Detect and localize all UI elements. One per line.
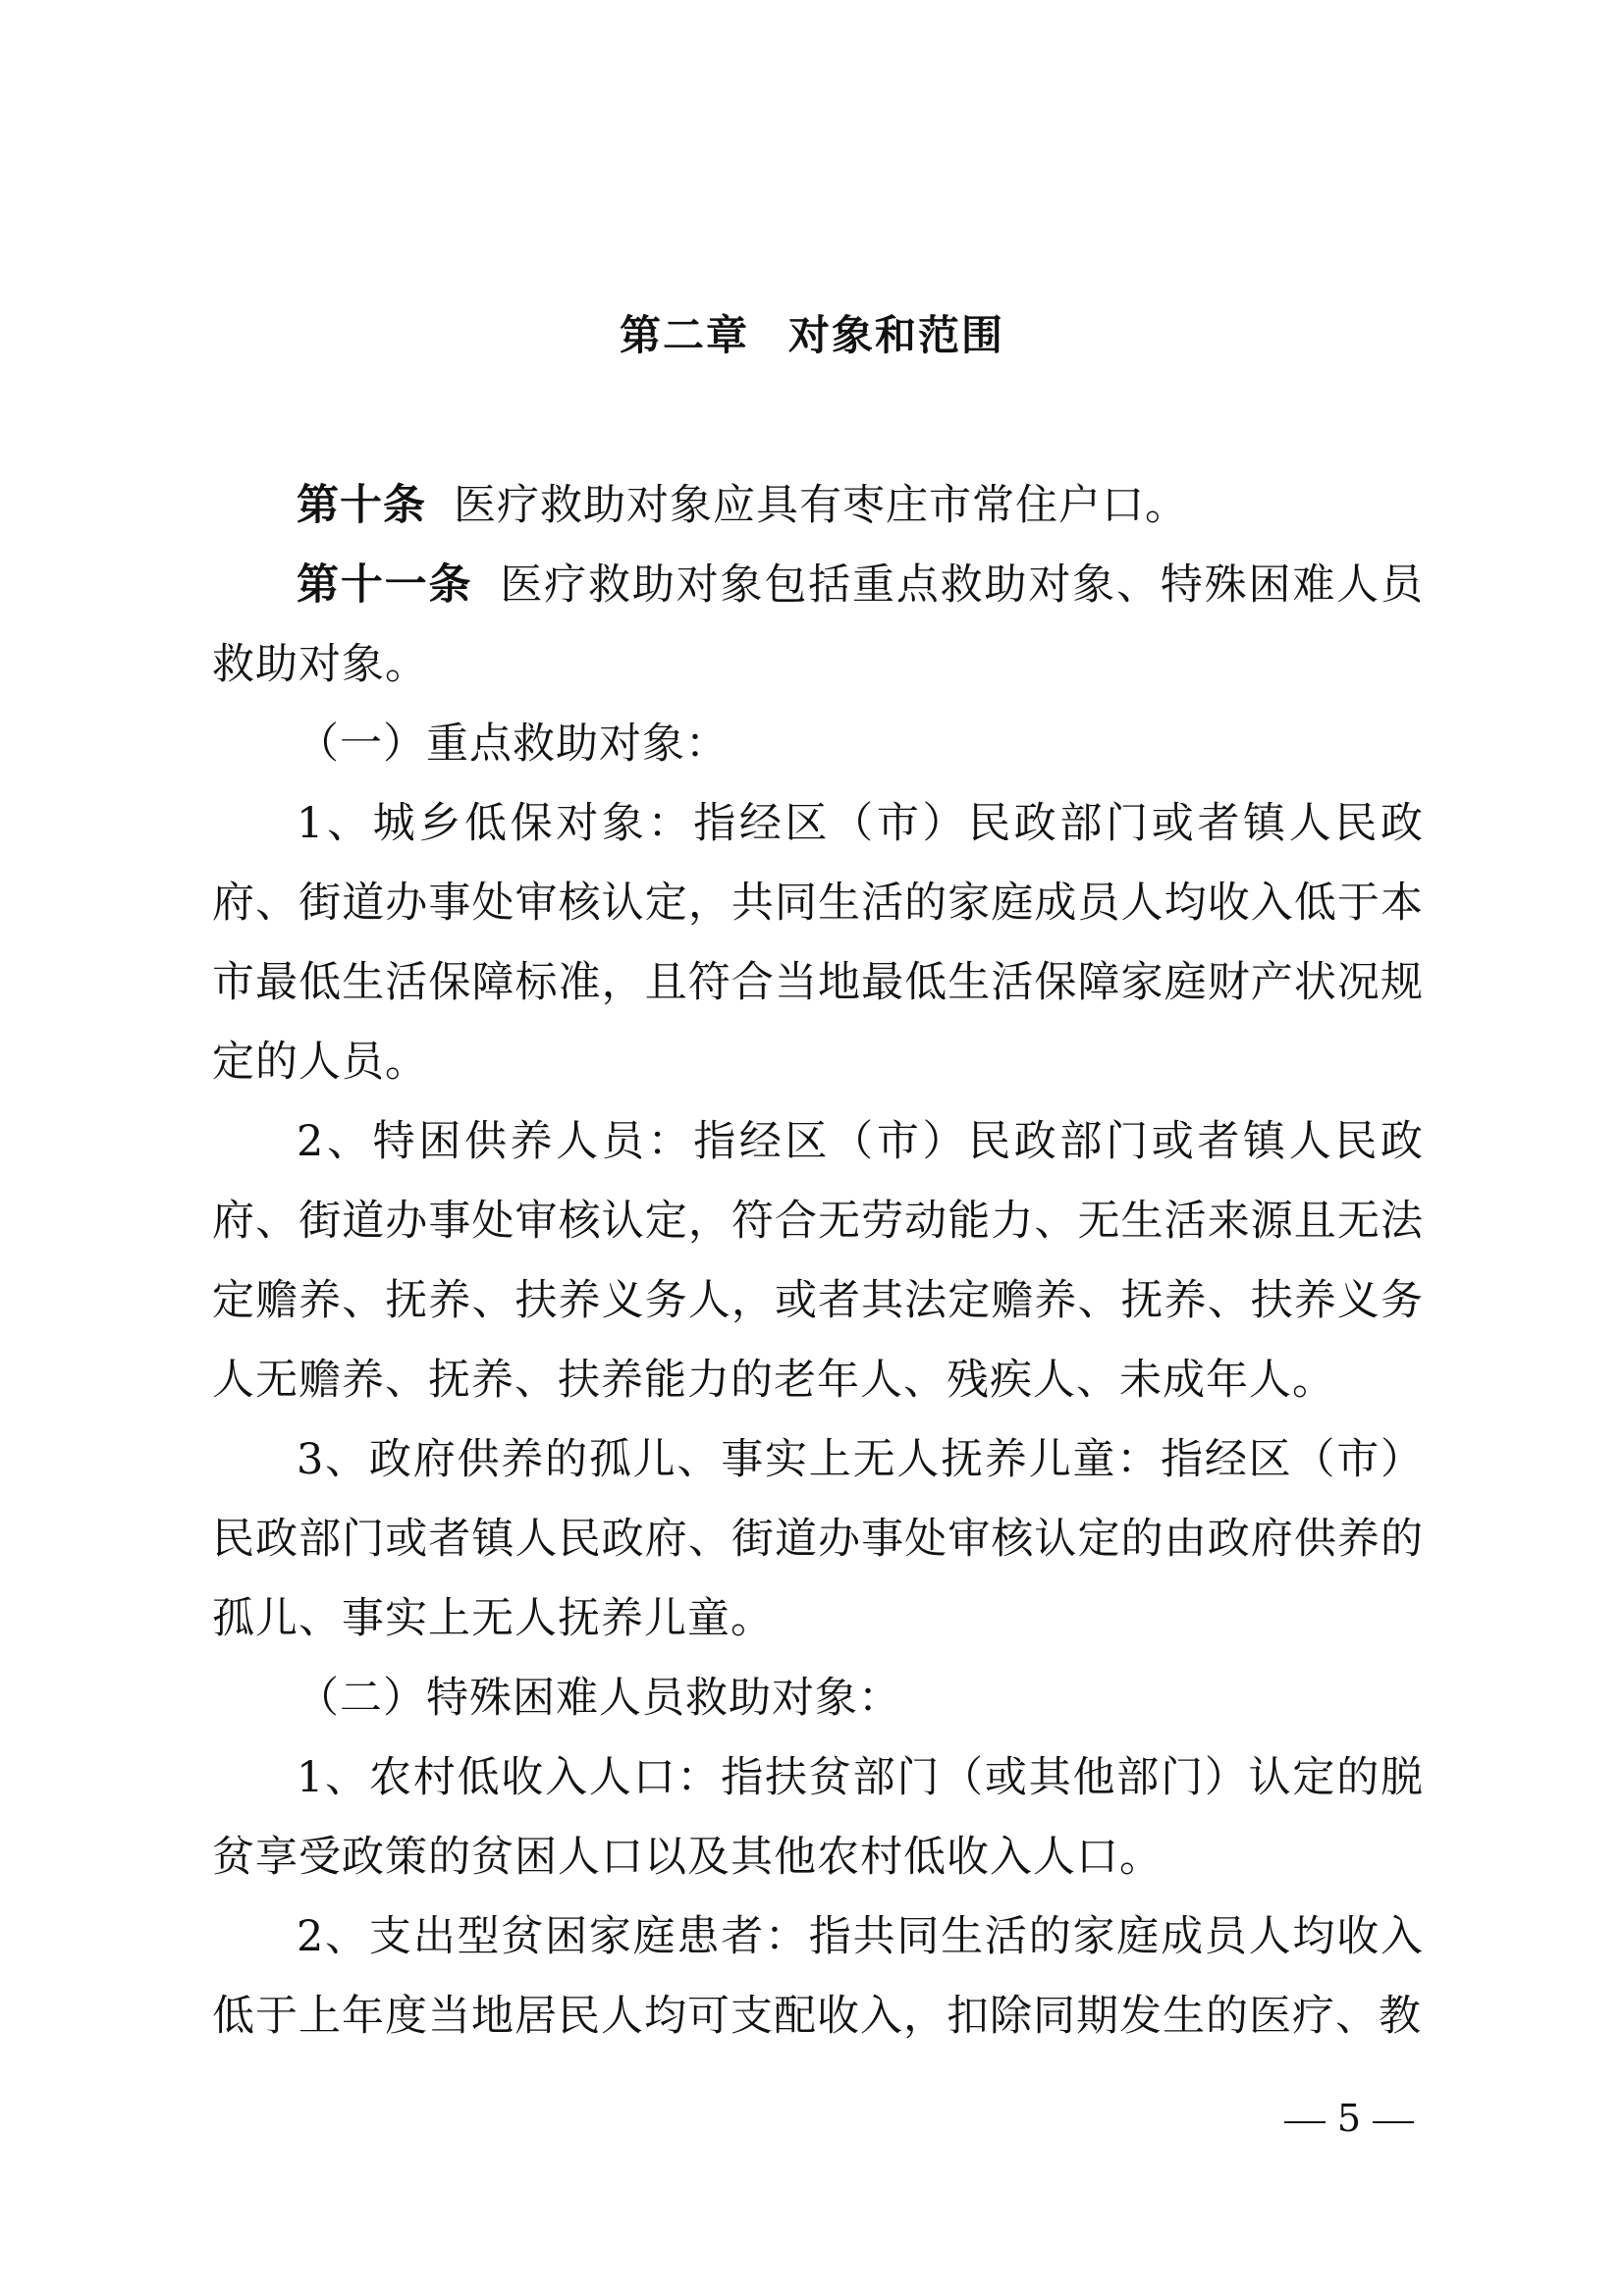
paragraph-special-support-personnel bbox=[212, 1102, 1424, 1420]
paragraph-text: （二）特殊困难人员救助对象： bbox=[297, 1674, 901, 1723]
paragraph-text: 1、城乡低保对象：指经区（市）民政部门或者镇人民政府、街道办事处审核认定，共同生活的家庭成员人均收入低于本市最低生活保障标准，且符合当地最低生活保障家庭财产状况规定的人员。 bbox=[212, 799, 1424, 1087]
paragraph-text: 3、政府供养的孤儿、事实上无人抚养儿童：指经区（市）民政部门或者镇人民政府、街道办事处审核认定的由政府供养的孤儿、事实上无人抚养儿童。 bbox=[212, 1435, 1424, 1643]
paragraph-text: 2、支出型贫困家庭患者：指共同生活的家庭成员人均收入低于上年度当地居民人均可支配收入，扣除同期发生的医疗、教 bbox=[212, 1912, 1424, 2041]
paragraph-expenditure-poverty-patients bbox=[212, 1897, 1424, 2056]
paragraph-text: 医疗救助对象应具有枣庄市常住户口。 bbox=[454, 481, 1188, 530]
page-number-value: 5 bbox=[1336, 2097, 1362, 2140]
page-number-left-dash bbox=[1284, 2121, 1326, 2123]
paragraph-orphans-and-children bbox=[212, 1420, 1424, 1659]
document-body bbox=[212, 466, 1424, 2056]
paragraph-text: 2、特困供养人员：指经区（市）民政部门或者镇人民政府、街道办事处审核认定，符合无劳动能力、无生活来源且无法定赡养、抚养、扶养义务人，或者其法定赡养、抚养、扶养义务人无赡养、抚养、扶养能力的老年人、残疾人、未成年人。 bbox=[212, 1117, 1424, 1405]
article-number: 第十条 bbox=[297, 481, 426, 530]
paragraph-urban-rural-low-income bbox=[212, 784, 1424, 1102]
paragraph-special-difficulty-heading bbox=[212, 1659, 1424, 1738]
paragraph-text: （一）重点救助对象： bbox=[297, 720, 729, 769]
paragraph-key-assistance-heading bbox=[212, 705, 1424, 784]
paragraph-text: 1、农村低收入人口：指扶贫部门（或其他部门）认定的脱贫享受政策的贫困人口以及其他农村低收入人口。 bbox=[212, 1753, 1424, 1882]
paragraph-article-11 bbox=[212, 546, 1424, 705]
paragraph-rural-low-income-population bbox=[212, 1738, 1424, 1897]
page-number-right-dash bbox=[1373, 2121, 1414, 2123]
chapter-number: 第二章 bbox=[619, 311, 749, 359]
page-number bbox=[1271, 2095, 1428, 2142]
chapter-title bbox=[0, 306, 1624, 365]
paragraph-article-10 bbox=[212, 466, 1424, 546]
article-number: 第十一条 bbox=[297, 561, 473, 610]
paragraph-text: 医疗救助对象包括重点救助对象、特殊困难人员救助对象。 bbox=[212, 561, 1425, 689]
chapter-name: 对象和范围 bbox=[788, 311, 1005, 359]
